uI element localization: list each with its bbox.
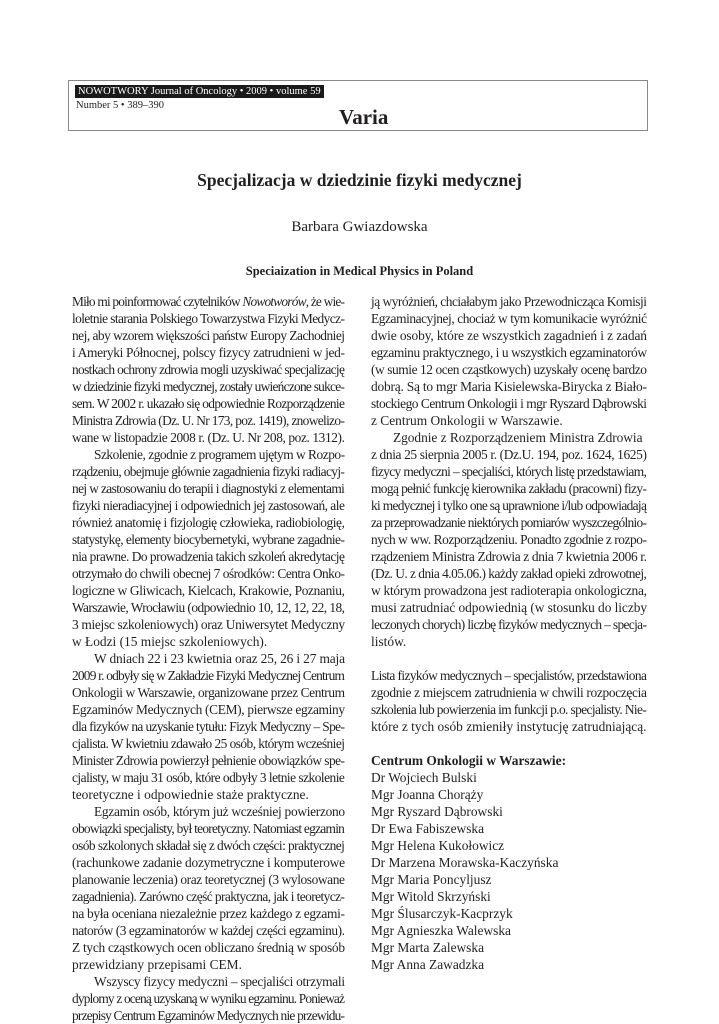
text-line: z dnia 25 sierpnia 2005 r. (Dz.U. 194, poz. 1624, 1625) — [371, 447, 647, 462]
text-line: listów. — [371, 634, 407, 649]
text-line: Warszawie, Wrocławiu (odpowiednio 10, 12, 12, 22, 18, — [72, 600, 345, 615]
text-line: Egzaminacyjnej, chociaż w tym komunikacie wyróżnić — [371, 311, 647, 326]
text-line: teoretyczne i odpowiednie staże praktyczne. — [72, 787, 309, 802]
text-line: Minister Zdrowia powierzył pełnienie obowiązków spe- — [72, 753, 345, 768]
text-line: otrzymało do chwili obecnej 7 ośrodków: Centra Onko- — [72, 566, 345, 581]
text-line: Onkologii w Warszawie, organizowane przez Centrum — [72, 685, 345, 700]
list-intro-line: zgodnie z miejscem zatrudnienia w chwili rozpoczęcia — [371, 685, 647, 700]
paragraph — [72, 293, 347, 446]
left-column — [72, 293, 347, 1024]
specialist-name: Mgr Ryszard Dąbrowski — [371, 804, 503, 819]
specialist-name: Mgr Witold Skrzyński — [371, 889, 491, 904]
list-heading: Centrum Onkologii w Warszawie: — [371, 753, 567, 768]
specialist-name: Dr Marzena Morawska-Kaczyńska — [371, 855, 559, 870]
text-line: Zgodnie z Rozporządzeniem Ministra Zdrowia — [393, 430, 643, 445]
specialist-name: Mgr Helena Kukołowicz — [371, 838, 505, 853]
text-line: mogą pełnić funkcję kierownika zakładu (pracowni) fizy- — [371, 481, 647, 496]
text-line: statystykę, elementy biocybernetyki, wybrane zagadnie- — [72, 532, 345, 547]
specialist-name: Mgr Joanna Chorąży — [371, 787, 484, 802]
issue-number: Number 5 • 389–390 — [76, 100, 164, 111]
text-line: nej w zastosowaniu do terapii i diagnostyki z elementami — [72, 481, 345, 496]
text-line: (rachunkowe zadanie dozymetryczne i komputerowe — [72, 855, 345, 870]
spacer — [371, 735, 649, 752]
text-line: sem. W 2002 r. ukazało się odpowiednie Rozporządzenie — [72, 396, 345, 411]
text-line: w którym prowadzona jest radioterapia onkologiczna, — [371, 583, 647, 598]
specialist-name: Mgr Marta Zalewska — [371, 940, 485, 955]
text-line: przewidziany przepisami CEM. — [72, 957, 242, 972]
text-line: (w sumie 12 ocen cząstkowych) uzyskały ocenę bardzo — [371, 362, 647, 377]
text-line: nia prawne. Do prowadzenia takich szkoleń akredytację — [72, 549, 345, 564]
specialist-name: Dr Wojciech Bulski — [371, 770, 477, 785]
text-line: planowanie leczenia) oraz teoretycznej (3 wylosowane — [72, 872, 345, 887]
specialist-name: Mgr Anna Zawadzka — [371, 957, 485, 972]
text-line: rządzeniu, obejmuje głównie zagadnienia fizyki radiacyj- — [72, 464, 345, 479]
text-line: z Centrum Onkologii w Warszawie. — [371, 413, 563, 428]
text-line: (Dz. U. z dnia 4.05.06.) każdy zakład opieki zdrowotnej, — [371, 566, 647, 581]
text-line: również anatomię i fizjologię człowieka, radiobiologię, — [72, 515, 345, 530]
specialist-name: Mgr Maria Poncyljusz — [371, 872, 492, 887]
text-line: w dziedzinie fizyki medycznej, zostały uwieńczone sukce- — [72, 379, 345, 394]
journal-header — [68, 80, 648, 131]
text-line: obowiązki specjalisty, był teoretyczny. Natomiast egzamin — [72, 821, 345, 836]
list-intro-line: które z tych osób zmieniły instytucję zatrudniającą. — [371, 719, 647, 734]
specialist-name: Mgr Agnieszka Walewska — [371, 923, 511, 938]
paragraph — [72, 446, 347, 650]
text-line: fizycy medyczni – specjaliści, których listę przedstawiam, — [371, 464, 647, 479]
text-line: za przeprowadzanie niektórych pomiarów wyszczególnio- — [371, 515, 647, 530]
text-line: W dniach 22 i 23 kwietnia oraz 25, 26 i 27 maja — [94, 651, 345, 666]
text-line: 3 miejsc szkoleniowych) oraz Uniwersytet Medyczny — [72, 617, 345, 632]
text-line: leczonych chorych) liczbę fizyków medycznych – specja- — [371, 617, 647, 632]
list-intro-line: szkolenia lub powierzenia im funkcji p.o. specjalisty. Nie- — [371, 702, 647, 717]
text-line: nych w ww. Rozporządzeniu. Ponadto zgodnie z rozpo- — [371, 532, 647, 547]
text-line: ją wyróżnień, chciałabym jako Przewodnicząca Komisji — [371, 294, 647, 309]
text-line: natorów (3 egzaminatorów w każdej części egzaminu). — [72, 923, 345, 938]
text-line: Miło mi poinformować czytelników Nowotworów, że wie- — [72, 294, 345, 309]
text-line: logiczne w Gliwicach, Kielcach, Krakowie, Poznaniu, — [72, 583, 345, 598]
text-line: Z tych cząstkowych ocen obliczano średnią w sposób — [72, 940, 345, 955]
journal-label: NOWOTWORY Journal of Oncology • 2009 • volume 59 — [75, 85, 324, 98]
paragraph — [72, 803, 347, 973]
spacer — [371, 650, 649, 667]
text-line: ki medycznej i tylko one są uprawnione i/lub odpowiadają — [371, 498, 647, 513]
paragraph — [371, 429, 649, 650]
specialist-name: Dr Ewa Fabiszewska — [371, 821, 485, 836]
text-line: dyplomy z oceną uzyskaną w wyniku egzaminu. Ponieważ — [72, 991, 345, 1006]
text-line: Egzamin osób, którym już wcześniej powierzono — [94, 804, 345, 819]
list-intro-line: Lista fizyków medycznych – specjalistów, przedstawiona — [371, 668, 647, 683]
text-line: i Ameryki Północnej, polscy fizycy zatrudnieni w jed- — [72, 345, 345, 360]
text-line: osób szkolonych składał się z dwóch części: praktycznej — [72, 838, 345, 853]
section-title: Varia — [339, 105, 389, 129]
paragraph — [72, 973, 347, 1024]
text-line: Wszyscy fizycy medyczni – specjaliści otrzymali — [94, 974, 345, 989]
text-line: przepisy Centrum Egzaminów Medycznych nie przewidu- — [72, 1008, 345, 1023]
right-column — [371, 293, 649, 973]
text-line: Ministra Zdrowia (Dz. U. Nr 173, poz. 1419), znowelizo- — [72, 413, 345, 428]
paragraph — [371, 293, 649, 429]
text-line: wane w listopadzie 2008 r. (Dz. U. Nr 208, poz. 1312). — [72, 430, 345, 445]
text-line: loletnie starania Polskiego Towarzystwa Fizyki Medycz- — [72, 311, 345, 326]
english-title: Speciaization in Medical Physics in Poland — [245, 264, 474, 278]
text-line: dwie osoby, które ze wszystkich zagadnień i z zadań — [371, 328, 647, 343]
text-line: zagadnienia). Zarówno część praktyczna, jak i teoretycz- — [72, 889, 345, 904]
text-line: musi zatrudniać odpowiednią (w stosunku do liczby — [371, 600, 647, 615]
text-line: 2009 r. odbyły się w Zakładzie Fizyki Medycznej Centrum — [72, 668, 345, 683]
text-line: nostkach ochrony zdrowia mogli uzyskiwać specjalizację — [72, 362, 345, 377]
text-line: na była oceniana niezależnie przez każdego z egzami- — [72, 906, 345, 921]
text-line: Egzaminów Medycznych (CEM), pierwsze egzaminy — [72, 702, 345, 717]
article-title: Specjalizacja w dziedzinie fizyki medycznej — [197, 170, 522, 190]
text-line: dla fizyków na uzyskanie tytułu: Fizyk Medyczny – Spe- — [72, 719, 345, 734]
text-line: fizyki nieradiacyjnej i odpowiednich jej zastosowań, ale — [72, 498, 345, 513]
text-line: rządzeniem Ministra Zdrowia z dnia 7 kwietnia 2006 r. — [371, 549, 647, 564]
text-line: Szkolenie, zgodnie z programem ujętym w Rozpo- — [94, 447, 345, 462]
article-author: Barbara Gwiazdowska — [291, 219, 428, 235]
text-line: w Łodzi (15 miejsc szkoleniowych). — [72, 634, 268, 649]
paragraph — [72, 650, 347, 803]
text-line: stockiego Centrum Onkologii i mgr Ryszard Dąbrowski — [371, 396, 647, 411]
specialist-name: Mgr Ślusarczyk-Kacprzyk — [371, 906, 513, 921]
text-line: egzaminu praktycznego, i u wszystkich egzaminatorów — [371, 345, 647, 360]
text-line: dobrą. Są to mgr Maria Kisielewska-Birycka z Biało- — [371, 379, 647, 394]
text-line: cjalisty, w maju 31 osób, które odbyły 3 letnie szkolenie — [72, 770, 345, 785]
text-line: nej, aby wzorem większości państw Europy Zachodniej — [72, 328, 345, 343]
text-line: cjalista. W kwietniu zdawało 25 osób, którym wcześniej — [72, 736, 345, 751]
